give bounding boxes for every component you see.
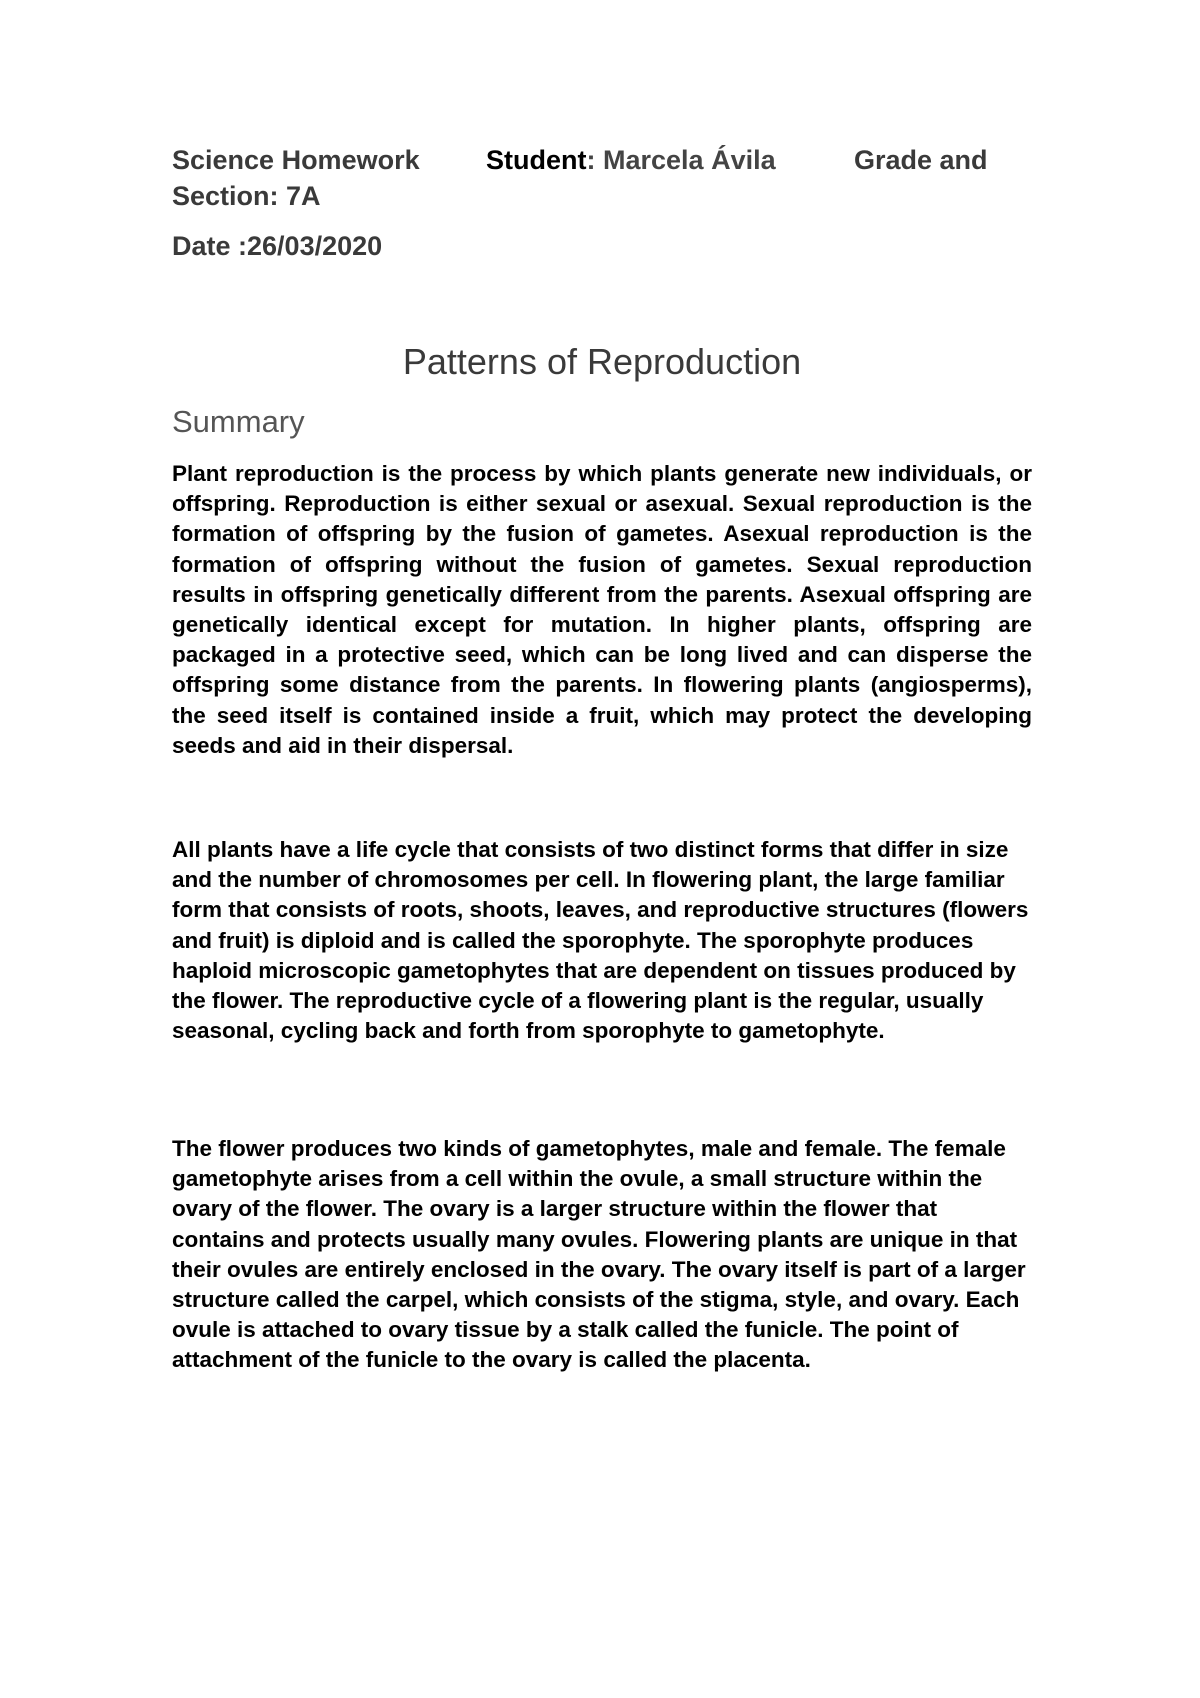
date-field: Date :26/03/2020 [172, 231, 383, 261]
paragraph-1: Plant reproduction is the process by which plants generate new individuals, or offspring. Reproduction is either sexual or asexual. Sexual reproduction is the formation of offspring by the fusion of gametes. Asexual reproduction is the formation of offspring without the fusion of gametes. Sexual reproduction results in offspring genetically different from the parents. Asexual offspring are genetically identical except for mutation. In higher plants, offspring are packaged in a protective seed, which can be long lived and can disperse the offspring some distance from the parents. In flowering plants (angiosperms), the seed itself is contained inside a fruit, which may protect the developing seeds and aid in their dispersal. [172, 461, 1032, 758]
document-title: Patterns of Reproduction [402, 341, 802, 382]
summary-heading: Summary [172, 404, 305, 439]
section-value: Section: 7A [172, 181, 321, 211]
grade-label: Grade and [854, 145, 988, 175]
paragraph-3: The flower produces two kinds of gametophytes, male and female. The female gametophyte arises from a cell within the ovule, a small structure within the ovary of the flower. The ovary is a larger structure within the flower that contains and protects usually many ovules. Flowering plants are unique in that their ovules are entirely enclosed in the ovary. The ovary itself is part of a larger structure called the carpel, which consists of the stigma, style, and ovary. Each ovule is attached to ovary tissue by a stalk called the funicle. The point of attachment of the funicle to the ovary is called the placenta. [172, 1136, 1026, 1373]
subject-label: Science Homework [172, 145, 420, 175]
student-name: Marcela Ávila [595, 145, 776, 175]
homework-header [172, 142, 1032, 214]
header-line [172, 142, 1032, 178]
paragraph-2: All plants have a life cycle that consists of two distinct forms that differ in size and the number of chromosomes per cell. In flowering plant, the large familiar form that consists of roots, shoots, leaves, and reproductive structures (flowers and fruit) is diploid and is called the sporophyte. The sporophyte produces haploid microscopic gametophytes that are dependent on tissues produced by the flower. The reproductive cycle of a flowering plant is the regular, usually seasonal, cycling back and forth from sporophyte to gametophyte. [172, 837, 1029, 1044]
student-field [486, 142, 776, 178]
student-label: Student [486, 145, 587, 175]
student-colon: : [586, 145, 596, 175]
